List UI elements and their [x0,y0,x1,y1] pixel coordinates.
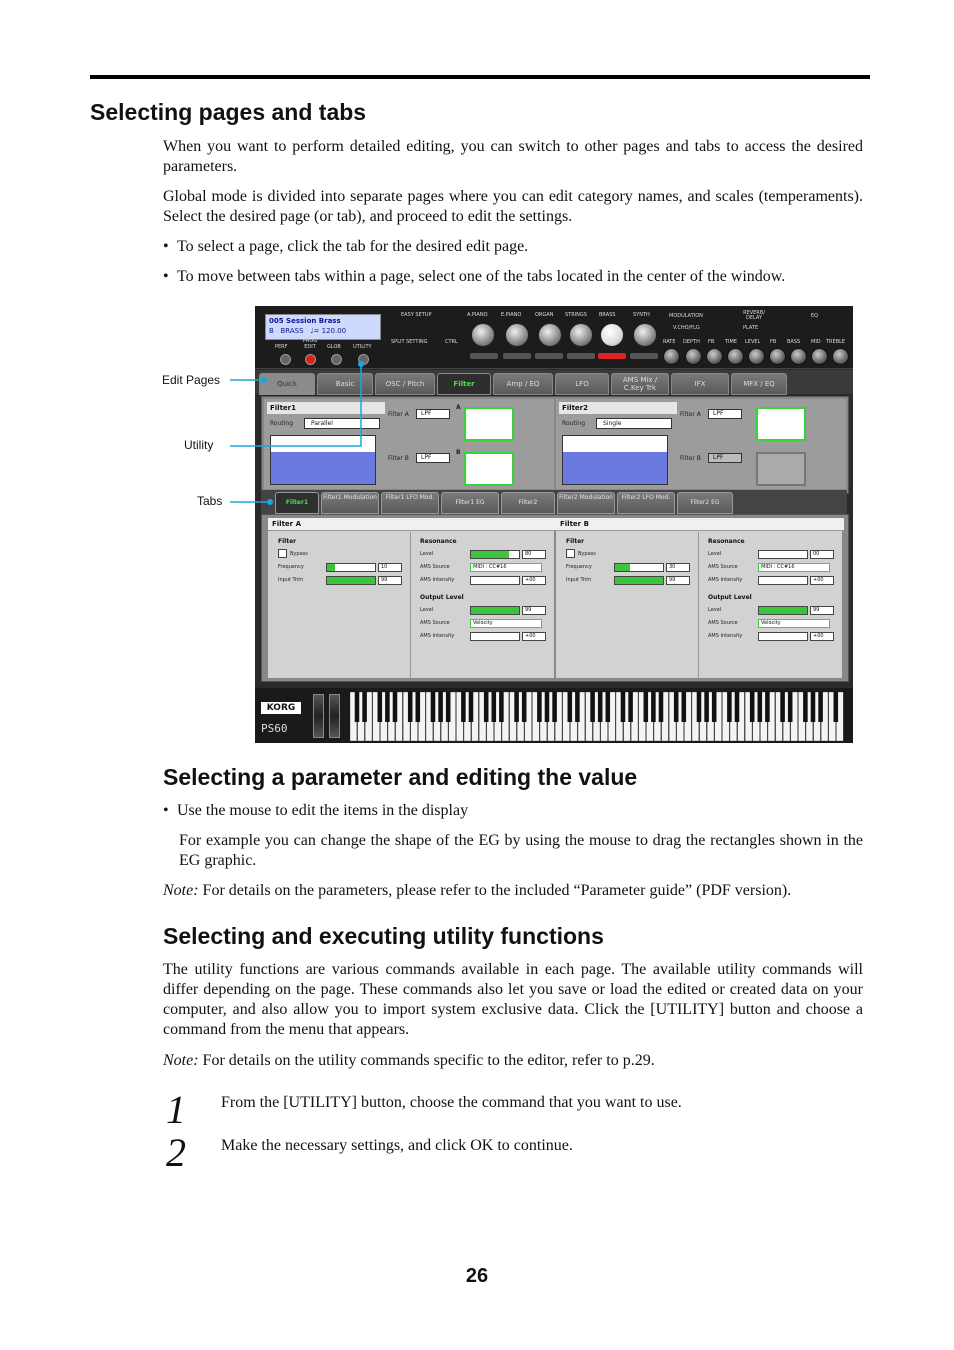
filter-b-out-level-label: Level [708,607,722,613]
tab-amp-eq[interactable]: Amp / EQ [493,373,553,395]
tab-ifx[interactable]: IFX [671,373,729,395]
paragraph-utility: The utility functions are various commands available in each page. The available utility commands will differ depending on the page. These commands also let you save or load the edited or created data on your computer, and also allow you to import system exclusive data. Click the [UTILITY] button and choose a command from the menu that appears. [163,961,863,1038]
filter-a-res-level-value[interactable]: 80 [522,550,546,559]
category-e-piano: E.PIANO [501,312,522,318]
tab-quick[interactable]: Quick [259,373,315,395]
tab-lfo[interactable]: LFO [555,373,609,395]
filter-a-bypass-label: Bypass [290,551,308,557]
filter-b-res-ams-source[interactable]: MIDI : CC#16 [758,563,830,572]
filter1-a-letter: A [456,404,461,411]
knob-label-level: LEVEL [745,339,761,345]
note-1: Note: For details on the parameters, please refer to the included “Parameter guide” (PDF version). [163,882,792,899]
knob-label-fb: FB [708,339,715,345]
easy-setup-label: EASY SETUP [401,312,432,318]
callout-tabs: Tabs [197,494,223,508]
step-1-text: From the [UTILITY] button, choose the command that you want to use. [221,1094,682,1111]
section-title-utility: Selecting and executing utility functions [163,923,604,949]
step-1-number: 1 [166,1087,186,1132]
tab-mfx-eq[interactable]: MFX / EQ [731,373,787,395]
filter-b-out-ams-source[interactable]: Velocity [758,619,830,628]
knob-label-time: TIME [725,339,738,345]
korg-logo: KORG [261,702,301,714]
filter-a-frequency-label: Frequency [278,564,304,570]
paragraph-1: When you want to perform detailed editing, you can switch to other pages and tabs to access the desired parameters. [163,138,863,175]
category-brass: BRASS [599,312,616,318]
tab-basic[interactable]: Basic [317,373,373,395]
filter-b-input-trim-value[interactable]: 99 [666,576,690,585]
filter-b-resonance-head: Resonance [708,538,745,545]
filter-a-res-ams-intensity-label: AMS Intensity [420,577,455,583]
filter-b-out-level-value[interactable]: 99 [810,606,834,615]
filter-a-res-ams-source[interactable]: MIDI : CC#16 [470,563,542,572]
subtab-filter1[interactable]: Filter1 [275,492,319,514]
eq-header: EQ [811,313,819,319]
reverb-type: PLATE [743,325,759,331]
modulation-header: MODULATION [669,313,703,319]
filter-b-out-ams-source-label: AMS Source [708,620,738,626]
tab-filter[interactable]: Filter [437,373,491,395]
subtab-filter2-modulation[interactable]: Filter2 Modulation [557,492,615,514]
step-2-number: 2 [166,1130,186,1175]
filter-a-out-level-label: Level [420,607,434,613]
filter-a-frequency-value[interactable]: 10 [378,563,402,572]
paragraph-2: Global mode is divided into separate pages where you can edit category names, and scales (temperaments). Select the desired page (or tab), and proceed to edit the settings. [163,188,863,225]
filter-a-out-ams-source-label: AMS Source [420,620,450,626]
filter-a-out-ams-intensity-value[interactable]: +00 [522,632,546,641]
mode-perf-label: PERF [275,344,288,350]
filter2-b-label: Filter B [680,455,701,462]
filter-a-out-level-value[interactable]: 99 [522,606,546,615]
bullet-1: • To select a page, click the tab for the desired edit page. [163,238,529,255]
bullet-2: • To move between tabs within a page, select one of the tabs located in the center of the window. [163,268,786,285]
filter1-b-label: Filter B [388,455,409,462]
subtab-filter2-eg[interactable]: Filter2 EG [677,492,733,514]
section-title-parameter: Selecting a parameter and editing the value [163,764,638,790]
subtab-filter2[interactable]: Filter2 [501,492,555,514]
callout-utility: Utility [184,438,214,452]
filter-a-output-head: Output Level [420,594,464,601]
filter-b-res-level-label: Level [708,551,722,557]
category-a-piano: A.PIANO [467,312,488,318]
filter-b-frequency-label: Frequency [566,564,592,570]
mode-glob-label: GLOB [327,344,341,350]
note-2: Note: For details on the utility commands specific to the editor, refer to p.29. [163,1052,655,1069]
filter-b-res-ams-intensity-value[interactable]: +00 [810,576,834,585]
filter-b-bypass-label: Bypass [578,551,596,557]
filter-b-out-ams-intensity-value[interactable]: +00 [810,632,834,641]
filter1-a-label: Filter A [388,411,409,418]
filter1-a-type[interactable]: LPF [416,409,450,419]
filter-a-res-ams-intensity-value[interactable]: +00 [522,576,546,585]
tab-osc-pitch[interactable]: OSC / Pitch [375,373,435,395]
filter1-b-letter: B [456,449,461,456]
subtab-filter1-lfo-mod[interactable]: Filter1 LFO Mod. [381,492,439,514]
filter-b-input-trim-label: Input Trim [566,577,592,583]
filter2-b-type[interactable]: LPF [708,453,742,463]
filter-b-res-ams-source-label: AMS Source [708,564,738,570]
knob-label-rate: RATE [663,339,676,345]
filter-a-res-level-label: Level [420,551,434,557]
knob-label-depth: DEPTH [683,339,700,345]
category-synth: SYNTH [633,312,650,318]
filter-b-output-head: Output Level [708,594,752,601]
filter-b-frequency-value[interactable]: 30 [666,563,690,572]
filter1-routing-label: Routing [270,420,294,427]
filter-b-res-ams-intensity-label: AMS Intensity [708,577,743,583]
filter-b-out-ams-intensity-label: AMS Intensity [708,633,743,639]
filter-a-out-ams-intensity-label: AMS Intensity [420,633,455,639]
filter2-a-label: Filter A [680,411,701,418]
filter1-title: Filter1 [267,402,385,414]
filter2-routing-select[interactable]: Single [596,418,672,429]
callout-edit-pages: Edit Pages [162,373,221,387]
page-number: 26 [465,1265,489,1287]
filter-b-res-level-value[interactable]: 00 [810,550,834,559]
bullet-3: • Use the mouse to edit the items in the display [163,802,469,819]
knob-label-treble: TREBLE [826,339,846,345]
tab-ams-mix[interactable]: AMS Mix / C.Key Trk [611,373,669,395]
filter2-a-type[interactable]: LPF [708,409,742,419]
split-setting-label: SPLIT SETTING [391,339,428,345]
filter1-routing-select[interactable]: Parallel [304,418,380,429]
subtab-filter1-eg[interactable]: Filter1 EG [441,492,499,514]
knob-label-mid: MID [811,339,821,345]
lcd-program-name: 005 Session Brass [269,317,341,325]
step-2-text: Make the necessary settings, and click OK to continue. [221,1137,573,1154]
filter-a-resonance-head: Resonance [420,538,457,545]
model-name: PS60 [261,722,288,735]
filter1-b-type[interactable]: LPF [416,453,450,463]
mod-type: V.CHO/FLG [673,325,700,331]
subtab-filter1-modulation[interactable]: Filter1 Modulation [321,492,379,514]
filter-a-filter-head: Filter [278,538,297,545]
lcd-line2: B BRASS ♩= 120.00 [269,327,347,335]
filter2-title: Filter2 [559,402,677,414]
knob-label-fb2: FB [770,339,777,345]
reverb-delay-header: REVERB/ DELAY [743,310,765,321]
mode-prog-edit-label: PROG EDIT [302,338,318,350]
filter2-routing-label: Routing [562,420,586,427]
filter-a-input-trim-value[interactable]: 99 [378,576,402,585]
category-strings: STRINGS [565,312,587,318]
filter-a-out-ams-source[interactable]: Velocity [470,619,542,628]
filter-a-title: Filter A [268,518,556,531]
ctrl-label: CTRL [445,339,458,345]
knob-label-bass: BASS [787,339,801,345]
category-organ: ORGAN [535,312,554,318]
filter-a-input-trim-label: Input Trim [278,577,304,583]
filter-b-title: Filter B [556,518,844,531]
mode-utility-label: UTILITY [353,344,372,350]
filter-b-filter-head: Filter [566,538,585,545]
section-title-pages-tabs: Selecting pages and tabs [90,99,367,125]
filter-a-res-ams-source-label: AMS Source [420,564,450,570]
paragraph-eg: For example you can change the shape of the EG by using the mouse to drag the rectangles shown in the EG graphic. [179,832,863,869]
subtab-filter2-lfo-mod[interactable]: Filter2 LFO Mod. [617,492,675,514]
